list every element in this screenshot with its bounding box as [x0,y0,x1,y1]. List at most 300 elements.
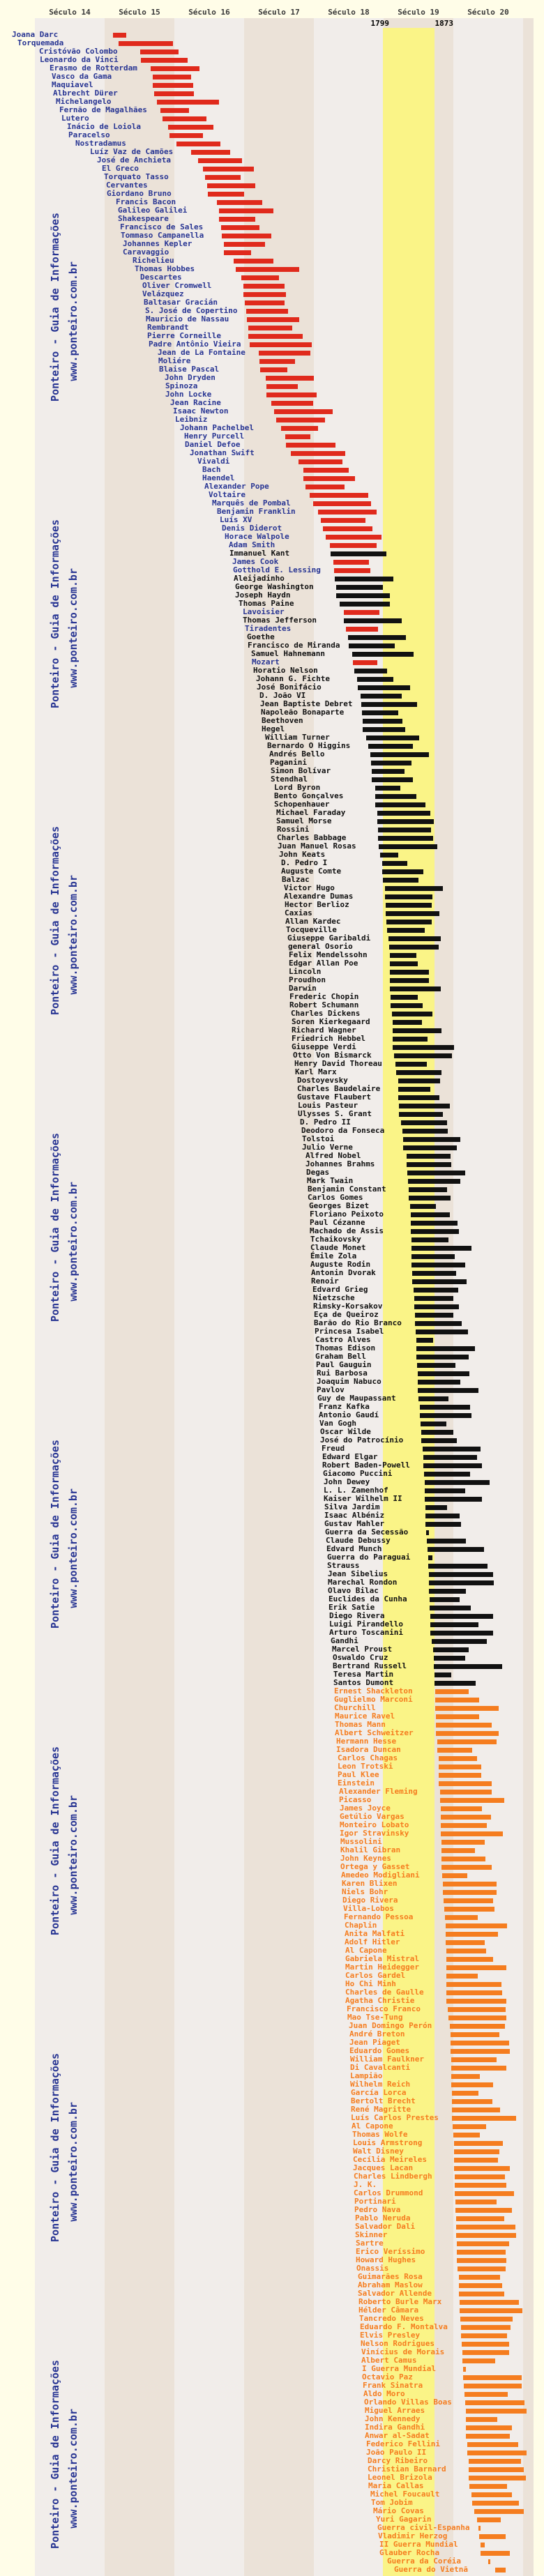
lifespan-bar [205,175,241,180]
lifespan-bar [151,66,199,71]
lifespan-bar [451,2057,497,2062]
lifespan-bar [352,652,414,657]
lifespan-bar [495,2568,506,2573]
person-label: James Cook [232,557,279,566]
lifespan-bar [382,861,407,866]
person-label: Degas [306,1168,330,1177]
lifespan-bar [370,752,429,757]
lifespan-bar [435,1689,469,1694]
person-label: Kaiser Wilhelm II [324,1494,402,1503]
person-label: Adolf Hitler [345,1937,400,1946]
person-label: João Paulo II [366,2448,427,2457]
lifespan-bar [163,116,206,121]
lifespan-bar [393,1037,428,1042]
person-label: Alfred Nobel [305,1151,361,1160]
sidebar-url-text: www.ponteiro.com.br [67,1795,80,1915]
person-label: Edvard Grieg [312,1285,368,1294]
lifespan-bar [446,1949,486,1953]
person-label: Villa-Lobos [343,1904,394,1913]
person-label: Giacomo Puccini [323,1469,393,1478]
lifespan-bar [415,1321,462,1326]
person-label: Eduardo F. Montalva [360,2322,448,2331]
lifespan-bar [479,2534,506,2539]
person-label: Beethoven [262,716,303,725]
person-label: Eduardo Gomes [349,2046,410,2055]
lifespan-bar [456,2225,515,2230]
lifespan-bar [276,418,325,422]
lifespan-bar [423,1455,477,1460]
person-label: Marquês de Pombal [212,498,291,508]
lifespan-bar [459,2275,500,2280]
person-label: Frederic Chopin [289,992,359,1001]
person-label: Ho Chi Minh [345,1979,396,1988]
person-label: Charles Lindbergh [354,2172,432,2181]
person-label: Nelson Rodrigues [361,2339,435,2348]
person-label: Louis Armstrong [353,2138,423,2147]
person-label: Proudhon [289,975,326,984]
person-label: Jean Racine [170,398,221,407]
lifespan-bar [224,242,265,247]
lifespan-bar [452,2099,492,2104]
lifespan-bar [266,393,317,397]
lifespan-bar [467,2442,518,2447]
person-label: Federico Fellini [366,2439,440,2448]
person-label: René Magritte [351,2105,411,2114]
lifespan-bar [429,1589,466,1594]
person-label: Haendel [202,473,235,482]
person-label: Giuseppe Verdi [292,1042,356,1051]
person-label: El Greco [102,164,139,173]
lifespan-bar [451,2041,509,2045]
lifespan-bar [154,91,194,96]
lifespan-bar [465,2400,524,2405]
lifespan-bar [371,761,411,765]
lifespan-bar [430,1606,471,1610]
lifespan-bar [414,1288,458,1293]
lifespan-bar [119,41,173,46]
person-label: Horace Walpole [225,532,289,541]
person-label: Churchill [334,1703,376,1712]
event-label: Guerra da Coréia [387,2556,461,2566]
lifespan-bar [245,300,285,305]
person-label: Antonin Dvorak [311,1268,376,1277]
lifespan-bar [428,1547,484,1552]
person-label: Thomas Jefferson [243,616,317,625]
lifespan-bar [446,1940,485,1945]
person-label: Octavio Paz [362,2372,413,2381]
lifespan-bar [456,2216,504,2221]
lifespan-bar [140,49,179,54]
person-label: George Washington [235,582,314,591]
person-label: Erik Satie [328,1603,375,1612]
person-label: Julio Verne [302,1143,353,1152]
person-label: José Bonifácio [257,683,322,692]
person-label: Benjamin Constant [308,1184,386,1194]
sidebar-brand-text: Ponteiro - Guia de Informações [49,519,61,708]
person-label: Salvador Allende [358,2289,432,2298]
lifespan-bar [357,677,393,682]
lifespan-bar [421,1430,453,1435]
person-label: Carlos Gardel [345,1971,406,1980]
lifespan-bar [408,1179,460,1184]
lifespan-bar [412,1279,467,1284]
lifespan-bar [217,200,262,205]
century-stripe-edge [523,18,534,2576]
person-label: Arturo Toscanini [329,1628,403,1637]
person-label: Edgar Allan Poe [289,959,358,968]
lifespan-bar [157,100,219,105]
lifespan-bar [335,577,393,581]
lifespan-bar [361,702,417,707]
lifespan-bar [411,1246,471,1251]
person-label: Fernando Pessoa [344,1912,414,1921]
person-label: Auguste Comte [281,867,342,876]
person-label: Galileo Galilei [118,206,188,215]
person-label: Johannes Kepler [123,239,192,248]
sidebar-url-text: www.ponteiro.com.br [67,568,80,688]
lifespan-bar [375,802,425,807]
lifespan-bar [474,2509,524,2514]
person-label: Thomas Wolfe [352,2130,408,2139]
person-label: Khalil Gibran [340,1845,401,1854]
person-label: Samuel Morse [276,816,332,825]
lifespan-bar [336,585,383,590]
person-label: Euclides da Cunha [328,1594,407,1603]
person-label: Tancredo Neves [359,2314,424,2323]
lifespan-bar [363,727,405,732]
person-label: Leon Trotski [338,1762,393,1771]
lifespan-bar [395,1062,427,1067]
person-label: Robert Schumann [289,1000,359,1009]
person-label: Denis Diderot [222,524,282,533]
lifespan-bar [259,359,295,364]
person-label: Victor Hugo [284,883,335,892]
person-label: Franz Kafka [319,1402,370,1411]
lifespan-bar [260,367,287,372]
lifespan-bar [385,894,432,899]
person-label: Nietzsche [313,1293,355,1302]
lifespan-bar [411,1212,450,1217]
lifespan-bar [160,108,189,113]
lifespan-bar [448,2007,506,2012]
event-label: Guerra civil-Espanha [377,2523,470,2532]
lifespan-bar [318,510,377,515]
person-label: Inácio de Loiola [67,122,141,131]
person-label: Aleijadinho [234,574,285,583]
person-label: John Dryden [165,373,216,382]
lifespan-bar [222,234,271,238]
lifespan-bar [432,1639,487,1644]
person-label: Floriano Peixoto [310,1210,384,1219]
lifespan-bar [198,158,242,163]
lifespan-bar [455,2191,514,2196]
lifespan-bar [390,970,429,975]
person-label: John Kennedy [365,2414,421,2423]
person-label: D. João VI [259,691,306,700]
person-label: Leibniz [175,415,208,424]
lifespan-bar [246,309,288,314]
lifespan-bar [469,2459,521,2464]
lifespan-bar [436,1731,499,1736]
person-label: Lavoisier [243,607,285,616]
lifespan-bar [424,1472,470,1477]
person-label: Vinícius de Morais [361,2347,445,2356]
lifespan-bar [411,1263,465,1267]
person-label: Alexander Fleming [339,1787,418,1796]
person-label: Baltasar Gracián [144,298,218,307]
lifespan-bar [446,1957,493,1962]
person-label: Otto Von Bismarck [293,1051,372,1060]
person-label: Richard Wagner [292,1026,356,1035]
person-label: Erasmo de Rotterdam [50,63,137,73]
lifespan-bar [403,1137,460,1142]
person-label: Gustav Mahler [324,1519,385,1528]
lifespan-bar [443,1882,497,1887]
lifespan-bar [433,1647,469,1652]
lifespan-bar [386,911,439,916]
lifespan-bar [452,2108,500,2112]
lifespan-bar [451,2074,480,2079]
lifespan-bar [430,1631,493,1636]
lifespan-bar [430,1614,493,1619]
person-label: Jean Piaget [349,2038,400,2047]
lifespan-bar [458,2266,506,2271]
person-label: Shakespeare [118,214,169,223]
person-label: Cervantes [106,181,148,190]
person-label: William Turner [265,733,330,742]
person-label: Sartre [356,2239,384,2248]
lifespan-bar [459,2283,502,2288]
sidebar-brand-text: Ponteiro - Guia de Informações [49,213,61,402]
lifespan-bar [443,1890,497,1895]
lifespan-bar [326,535,381,540]
person-label: Juan Domingo Perón [349,2021,432,2030]
lifespan-bar [221,225,259,230]
person-label: Thomas Edison [315,1343,376,1352]
person-label: Maurice Ravel [335,1712,395,1721]
century-label: Século 14 [49,8,91,17]
lifespan-bar [451,2082,493,2087]
lifespan-bar [441,1823,487,1828]
lifespan-bar [382,869,423,874]
person-label: Napoleão Bonaparte [261,708,345,717]
person-label: Bernardo O Higgins [267,741,351,750]
century-stripe [105,18,174,2576]
lifespan-bar [416,1329,468,1334]
person-label: Thomas Hobbes [135,264,195,273]
person-label: Balzac [282,875,310,884]
person-label: Horatio Nelson [253,666,318,675]
lifespan-bar [460,2300,519,2305]
lifespan-bar [346,627,378,632]
lifespan-bar [466,2434,510,2439]
lifespan-bar [451,2049,510,2054]
lifespan-bar [366,736,419,740]
lifespan-bar [455,2208,512,2213]
person-label: Bach [202,465,221,474]
person-label: D. Pedro I [281,858,328,867]
lifespan-bar [421,1422,446,1426]
lifespan-bar [153,83,193,88]
lifespan-bar [461,2325,511,2330]
person-label: André Breton [349,2029,405,2038]
lifespan-bar [409,1187,447,1192]
sidebar-brand-text: Ponteiro - Guia de Informações [49,1746,61,1935]
person-label: Al Capone [345,1946,387,1955]
lifespan-bar [208,192,244,197]
person-label: Edvard Munch [326,1544,382,1553]
sidebar-brand-text: Ponteiro - Guia de Informações [49,826,61,1015]
person-label: Hegel [262,724,285,733]
lifespan-bar [372,777,413,782]
lifespan-bar [454,2166,510,2171]
sidebar-url-text: www.ponteiro.com.br [67,261,80,381]
person-label: Castro Alves [315,1335,371,1344]
lifespan-bar [286,443,335,448]
sidebar-brand-text: Ponteiro - Guia de Informações [49,2053,61,2242]
lifespan-bar [416,1355,469,1359]
person-label: Gotthold E. Lessing [233,565,321,574]
lifespan-bar [442,1873,467,1878]
lifespan-bar [169,133,203,138]
lifespan-bar [460,2317,513,2322]
lifespan-bar [434,1656,465,1661]
lifespan-bar [412,1271,456,1276]
person-label: Wilhelm Reich [350,2080,411,2089]
lifespan-bar [234,259,273,264]
person-label: Joaquim Nabuco [317,1377,381,1386]
person-label: Niels Bohr [342,1887,388,1896]
person-label: Monteiro Lobato [340,1820,409,1829]
person-label: Carlos Drummond [354,2188,423,2197]
person-label: Michel Foucault [370,2490,440,2499]
lifespan-bar [386,920,432,924]
person-label: Di Cavalcanti [350,2063,411,2072]
person-label: Amedeo Modigliani [341,1870,420,1880]
person-label: Jonathan Swift [190,448,255,457]
lifespan-bar [305,485,345,489]
lifespan-bar [291,451,345,456]
person-label: Van Gogh [319,1419,356,1428]
lifespan-bar [344,610,379,615]
person-label: William Faulkner [350,2055,424,2064]
person-label: D. Pedro II [300,1118,351,1127]
lifespan-bar [457,2258,506,2263]
person-label: Hélder Câmara [358,2306,419,2315]
lifespan-bar [141,58,188,63]
person-label: Luigi Pirandello [329,1619,403,1629]
lifespan-bar [219,208,273,213]
lifespan-bar [168,125,213,130]
lifespan-bar [266,384,298,389]
person-label: Al Capone [352,2121,393,2131]
lifespan-bar [464,2384,522,2388]
person-label: Thomas Mann [335,1720,386,1729]
person-label: Torquemada [17,38,64,47]
person-label: Darcy Ribeiro [368,2456,428,2465]
lifespan-bar [437,1748,472,1753]
person-label: Roberto Burle Marx [358,2297,442,2306]
person-label: Luís XV [220,515,252,524]
lifespan-bar [363,719,402,724]
person-label: Paul Gauguin [316,1360,372,1369]
lifespan-bar [445,1915,478,1920]
person-label: Paracelso [68,130,110,139]
lifespan-bar [440,1790,492,1794]
lifespan-bar [441,1857,485,1861]
person-label: Guy de Maupassant [317,1394,396,1403]
lifespan-bar [425,1522,461,1527]
event-label: Guerra do Paraguai [327,1553,411,1562]
person-label: Blaise Pascal [159,365,220,374]
lifespan-bar [450,2024,505,2029]
lifespan-bar [411,1237,448,1242]
lifespan-bar [390,961,418,966]
person-label: Dostoyevsky [297,1076,348,1085]
person-label: Maria Callas [368,2481,424,2490]
lifespan-bar [354,669,387,673]
lifespan-bar [453,2133,480,2137]
lifespan-bar [153,75,191,79]
lifespan-bar [418,1371,469,1376]
person-label: Bertolt Brecht [351,2096,416,2105]
person-label: Gandhi [331,1636,358,1645]
lifespan-bar [435,1698,479,1702]
lifespan-bar [274,409,333,414]
person-label: Schopenhauer [274,800,330,809]
lifespan-bar [455,2200,497,2204]
lifespan-bar [409,1196,451,1201]
lifespan-bar [421,1438,457,1443]
person-label: Johann Pachelbel [180,423,254,432]
lifespan-bar [425,1514,460,1518]
person-label: Marechal Rondon [328,1578,398,1587]
person-label: Luíz Vaz de Camões [90,147,174,156]
person-label: Francisco de Sales [120,222,204,231]
person-label: Joana Darc [12,30,59,39]
lifespan-bar [390,986,441,991]
lifespan-bar [435,1706,499,1711]
lifespan-bar [454,2149,499,2154]
lifespan-bar [423,1447,481,1451]
person-label: Carlos Gomes [308,1193,363,1202]
lifespan-bar [436,1723,492,1728]
sidebar-brand-text: Ponteiro - Guia de Informações [49,1133,61,1322]
person-label: Getúlio Vargas [340,1812,405,1821]
person-label: Portinari [354,2197,396,2206]
lifespan-bar [418,1388,478,1393]
person-label: Igor Stravinsky [340,1829,409,1838]
person-label: Albert Schweitzer [335,1728,414,1737]
lifespan-bar [463,2375,522,2380]
person-label: Daniel Defoe [185,440,241,449]
person-label: Renoir [311,1276,339,1286]
lifespan-bar [469,2484,507,2489]
lifespan-bar [471,2492,512,2497]
lifespan-bar [451,2066,506,2071]
person-label: Cecília Meireles [353,2155,427,2164]
person-label: Charles de Gaulle [345,1988,424,1997]
sidebar-url-text: www.ponteiro.com.br [67,875,80,995]
lifespan-bar [456,2233,516,2238]
lifespan-bar [396,1070,441,1075]
lifespan-bar [466,2409,527,2414]
lifespan-bar [426,1530,429,1535]
person-label: Auguste Rodin [310,1260,371,1269]
band-end-year-label: 1873 [435,19,453,28]
lifespan-bar [425,1505,447,1510]
person-label: Graham Bell [315,1352,366,1361]
